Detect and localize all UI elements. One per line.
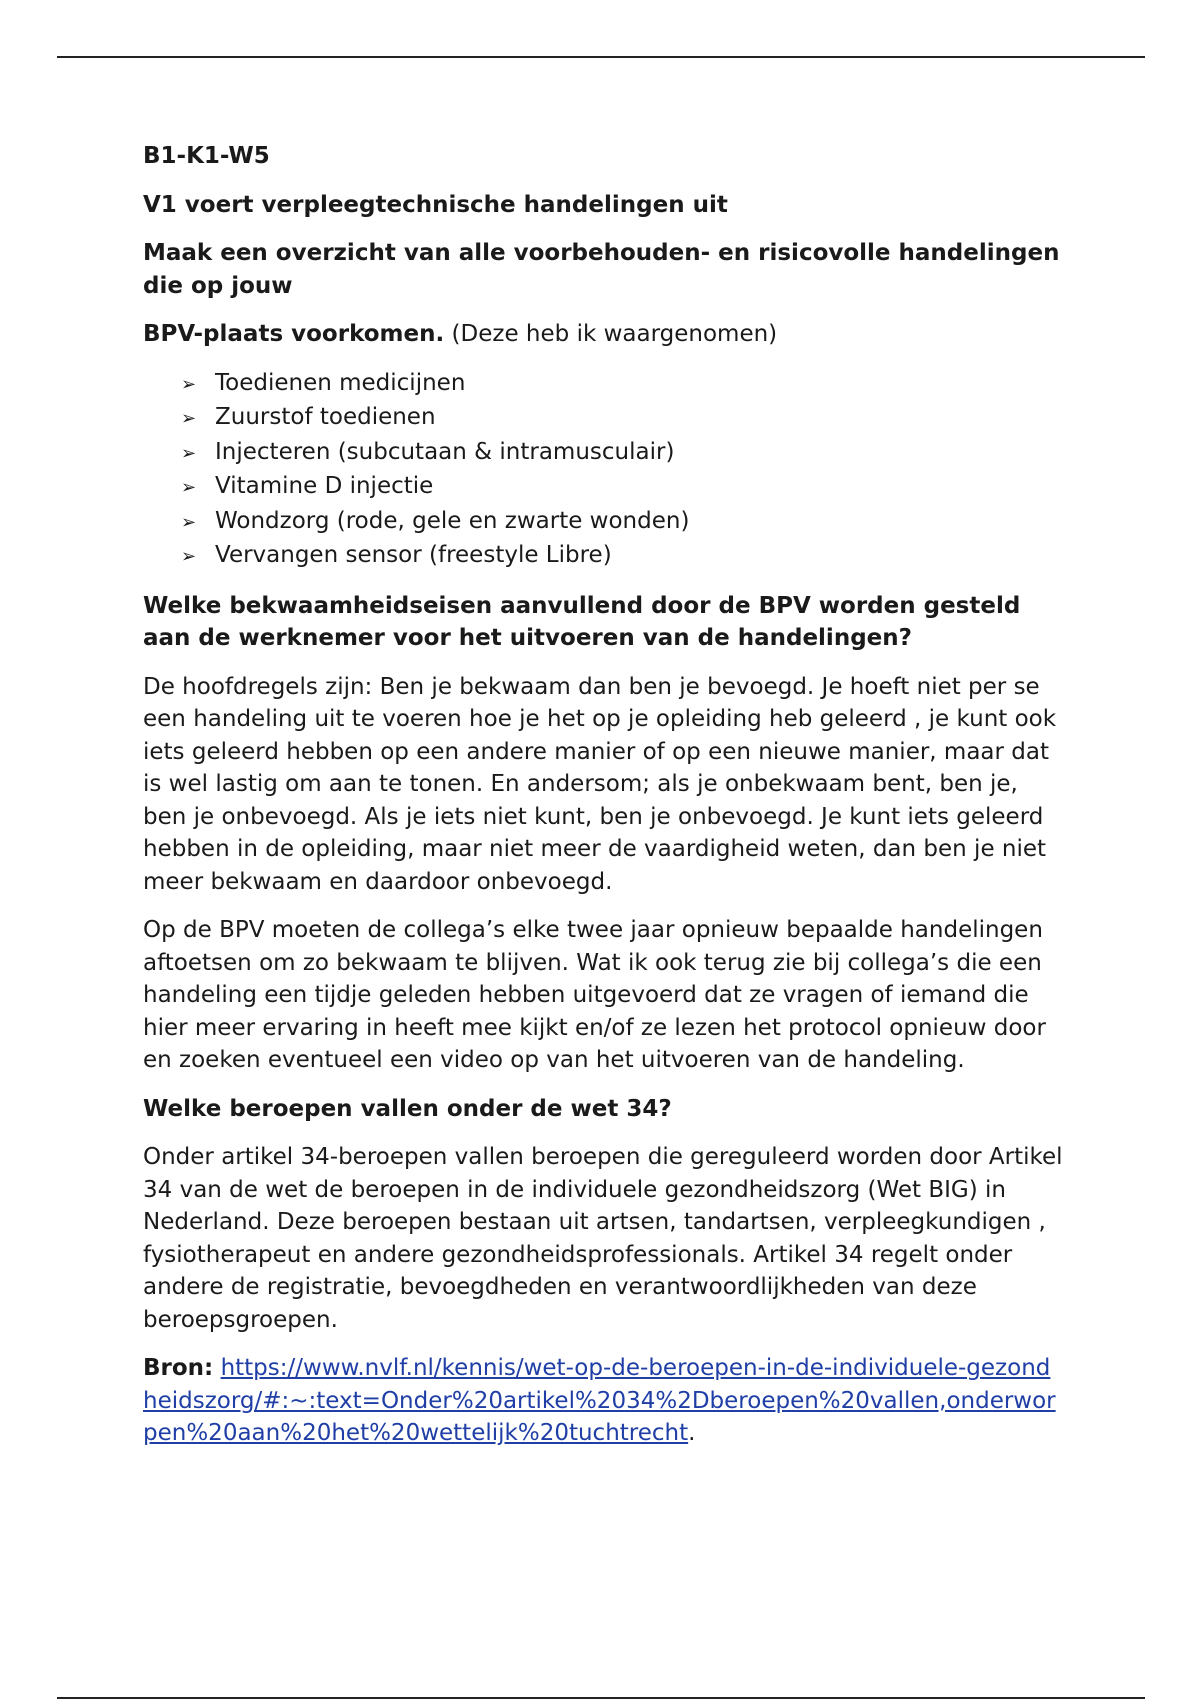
question-3-paragraph: Onder artikel 34-beroepen vallen beroepen die gereguleerd worden door Artikel 34 van de wet de beroepen in de individuele gezondheidszorg (Wet BIG) in Nederland. Deze beroepen bestaan uit artsen, tandartsen, verpleegkundigen , fysiotherapeut en andere gezondheidsprofessionals. Artikel 34 regelt onder andere de registratie, bevoegdheden en verantwoordlijkheden van deze beroepsgroepen. [143, 1144, 1063, 1333]
source-link[interactable]: https://www.nvlf.nl/kennis/wet-op-de-beroepen-in-de-individuele-gezondheidszorg/#:~:text=Onder%20artikel%2034%2Dberoepen%20vallen,onderworpen%20aan%20het%20wettelijk%20tuchtrecht [143, 1355, 1056, 1446]
question-1-note: (Deze heb ik waargenomen) [444, 321, 778, 347]
header-divider [57, 56, 1145, 58]
list-item [181, 470, 1063, 505]
list-item-text: Wondzorg (rode, gele en zwarte wonden) [215, 507, 690, 534]
arrow-bullet-icon: ➢ [181, 373, 197, 395]
document-code: B1-K1-W5 [143, 143, 270, 169]
list-item [181, 436, 1063, 471]
list-item-text: Vitamine D injectie [215, 473, 434, 499]
question-3-heading: Welke beroepen vallen onder de wet 34? [143, 1095, 672, 1122]
list-item-text: Zuurstof toedienen [215, 404, 436, 430]
list-item-text: Toedienen medicijnen [215, 369, 466, 396]
document-body [143, 140, 1063, 1466]
arrow-bullet-icon: ➢ [181, 546, 197, 567]
question-1-heading: Maak een overzicht van alle voorbehouden- en risicovolle handelingen die op jouw [143, 240, 1060, 299]
list-item-text: Vervangen sensor (freestyle Libre) [215, 542, 612, 568]
question-2-heading: Welke bekwaamheidseisen aanvullend door de BPV worden gesteld aan de werknemer voor het uitvoeren van de handelingen? [143, 592, 1021, 651]
question-1-bold: BPV-plaats voorkomen. [143, 321, 445, 347]
document-subtitle: V1 voert verpleegtechnische handelingen uit [143, 191, 728, 218]
question-2-paragraph-2: Op de BPV moeten de collega’s elke twee jaar opnieuw bepaalde handelingen aftoetsen om zo bekwaam te blijven. Wat ik ook terug zie bij collega’s die een handeling een tijdje geleden hebben uitgevoerd dat ze vragen of iemand die hier meer ervaring in heeft mee kijkt en/of ze lezen het protocol opnieuw door en zoeken eventueel een video op van het uitvoeren van de handeling. [143, 917, 1046, 1073]
source-end: . [688, 1420, 696, 1446]
arrow-bullet-icon: ➢ [181, 408, 197, 429]
procedures-list [143, 367, 1063, 574]
list-item [181, 401, 1063, 436]
source-label: Bron: [143, 1355, 214, 1381]
footer-divider [57, 1697, 1145, 1699]
arrow-bullet-icon: ➢ [181, 442, 197, 464]
source-line [143, 1352, 1063, 1450]
arrow-bullet-icon: ➢ [181, 477, 197, 498]
list-item [181, 367, 1063, 402]
list-item [181, 539, 1063, 574]
arrow-bullet-icon: ➢ [181, 511, 197, 533]
question-2-paragraph-1: De hoofdregels zijn: Ben je bekwaam dan ben je bevoegd. Je hoeft niet per se een handeling uit te voeren hoe je het op je opleiding heb geleerd , je kunt ook iets geleerd hebben op een andere manier of op een nieuwe manier, maar dat is wel lastig om aan te tonen. En andersom; als je onbekwaam bent, ben je, ben je onbevoegd. Als je iets niet kunt, ben je onbevoegd. Je kunt iets geleerd hebben in de opleiding, maar niet meer de vaardigheid weten, dan ben je niet meer bekwaam en daardoor onbevoegd. [143, 673, 1057, 895]
question-1-continuation [143, 318, 1063, 351]
list-item-text: Injecteren (subcutaan & intramusculair) [215, 438, 675, 465]
list-item [181, 505, 1063, 540]
